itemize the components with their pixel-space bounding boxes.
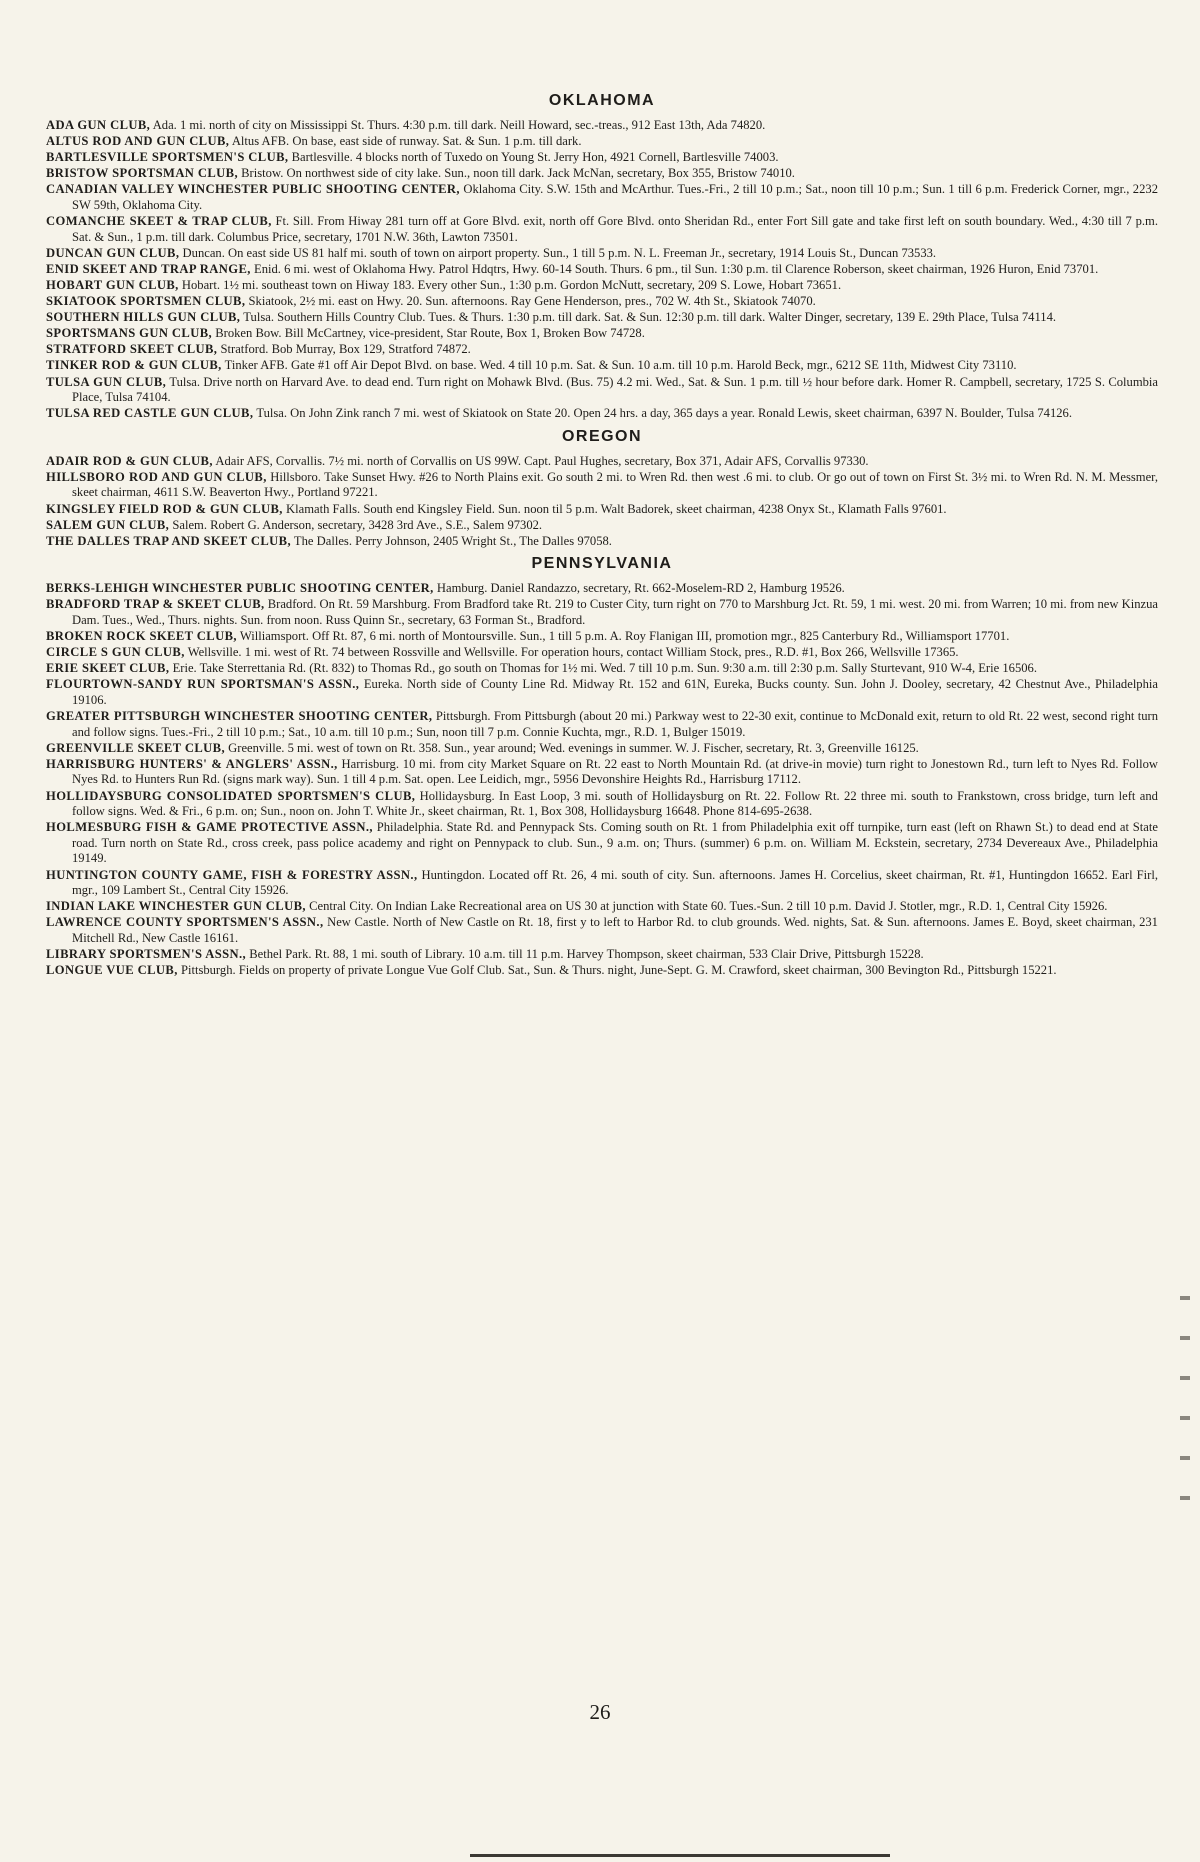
club-entry (46, 597, 1158, 628)
club-details: Bradford. On Rt. 59 Marshburg. From Bradford take Rt. 219 to Custer City, turn right on 770 to Marshburg Jct. Rt. 59, 1 mi. west. 20 mi. from Warren; 10 mi. from new Kinzua Dam. Tues., Wed., Thurs. nights. Sun. from noon. Russ Quinn Sr., secretary, 63 Forman St., Bradford. (72, 597, 1158, 628)
club-name: HOLMESBURG FISH & GAME PROTECTIVE ASSN., (46, 820, 373, 835)
club-entry (46, 134, 1158, 150)
edge-mark (1180, 1456, 1190, 1460)
club-entry (46, 709, 1158, 740)
club-details: Philadelphia. State Rd. and Pennypack Sts. Coming south on Rt. 1 from Philadelphia exit off turnpike, turn east (left on Rhawn St.) to dead end at State road. Turn north on State Rd., cross creek, pass police academy and right on Pennypack to club. Sun., 9 a.m. on; Thurs. (summer) 6 p.m. on. William M. Eckstein, secretary, 2734 Devereaux Ave., Philadelphia 19149. (72, 820, 1158, 866)
club-name: CANADIAN VALLEY WINCHESTER PUBLIC SHOOTING CENTER, (46, 182, 460, 197)
club-details: Bethel Park. Rt. 88, 1 mi. south of Library. 10 a.m. till 11 p.m. Harvey Thompson, skeet chairman, 533 Clair Drive, Pittsburgh 15228. (249, 947, 924, 961)
club-name: HARRISBURG HUNTERS' & ANGLERS' ASSN., (46, 756, 338, 771)
club-entry (46, 326, 1158, 342)
club-name: BARTLESVILLE SPORTSMEN'S CLUB, (46, 150, 289, 165)
edge-mark (1180, 1296, 1190, 1300)
club-details: Eureka. North side of County Line Rd. Midway Rt. 152 and 61N, Eureka, Bucks county. Sun. John J. Dooley, secretary, 42 Chestnut Ave., Philadelphia 19106. (72, 677, 1158, 707)
club-name: ADAIR ROD & GUN CLUB, (46, 453, 213, 468)
club-name: HUNTINGTON COUNTY GAME, FISH & FORESTRY ASSN., (46, 867, 418, 882)
club-entry (46, 406, 1158, 422)
club-details: New Castle. North of New Castle on Rt. 18, first y to left to Harbor Rd. to club grounds. Wed. nights, Sat. & Sun. afternoons. James E. Boyd, skeet chairman, 231 Mitchell Rd., New Castle 16161. (72, 915, 1158, 945)
club-name: LAWRENCE COUNTY SPORTSMEN'S ASSN., (46, 915, 324, 930)
club-entry (46, 915, 1158, 946)
club-name: BRISTOW SPORTSMAN CLUB, (46, 166, 238, 181)
club-details: Harrisburg. 10 mi. from city Market Square on Rt. 22 east to North Mountain Rd. (at drive-in movie) turn right to Jonestown Rd., turn left to Nyes Rd. Follow Nyes Rd. to Hunters Run Rd. (signs mark way). Sun. 1 till 4 p.m. Sat. open. Lee Leidich, mgr., 5956 Devonshire Heights Rd., Harrisburg 17112. (72, 756, 1158, 787)
state-heading-oregon: OREGON (561, 427, 643, 445)
club-details: Tulsa. Drive north on Harvard Ave. to dead end. Turn right on Mohawk Blvd. (Bus. 75) 4.2 mi. Wed., Sat. & Sun. 1 p.m. till ½ hour before dark. Homer R. Campbell, secretary, 1725 S. Columbia Place, Tulsa 74104. (72, 374, 1159, 405)
club-name: INDIAN LAKE WINCHESTER GUN CLUB, (46, 899, 306, 914)
club-name: SOUTHERN HILLS GUN CLUB, (46, 310, 241, 325)
club-name: BRADFORD TRAP & SKEET CLUB, (46, 597, 265, 612)
club-name: SALEM GUN CLUB, (46, 517, 170, 532)
club-details: Bristow. On northwest side of city lake. Sun., noon till dark. Jack McNan, secretary, Box 355, Bristow 74010. (241, 166, 795, 181)
club-details: Altus AFB. On base, east side of runway. Sat. & Sun. 1 p.m. till dark. (231, 134, 582, 149)
club-entry (46, 118, 1158, 134)
club-details: Erie. Take Sterrettania Rd. (Rt. 832) to Thomas Rd., go south on Thomas for 1½ mi. Wed. 7 till 10 p.m. Sun. 9:30 a.m. till 2:30 p.m. Sally Sturtevant, 910 W-4, Erie 16506. (172, 661, 1037, 676)
club-details: The Dalles. Perry Johnson, 2405 Wright St., The Dalles 97058. (293, 533, 612, 548)
club-details: Oklahoma City. S.W. 15th and McArthur. Tues.-Fri., 2 till 10 p.m.; Sat., noon till 10 p.m.; Sun. 1 till 6 p.m. Frederick Corner, mgr., 2232 SW 59th, Oklahoma City. (72, 182, 1158, 212)
club-name: TULSA RED CASTLE GUN CLUB, (46, 406, 254, 421)
club-details: Adair AFS, Corvallis. 7½ mi. north of Corvallis on US 99W. Capt. Paul Hughes, secretary, Box 371, Adair AFS, Corvallis 97330. (215, 453, 869, 468)
club-entry (46, 502, 1158, 518)
club-name: BERKS-LEHIGH WINCHESTER PUBLIC SHOOTING CENTER, (46, 581, 434, 596)
club-entry (46, 310, 1158, 326)
club-entry (46, 182, 1158, 213)
club-details: Ada. 1 mi. north of city on Mississippi St. Thurs. 4:30 p.m. till dark. Neill Howard, sec.-treas., 912 East 13th, Ada 74820. (152, 118, 766, 132)
pennsylvania-entries (46, 581, 1158, 978)
club-name: STRATFORD SKEET CLUB, (46, 342, 218, 357)
club-details: Bartlesville. 4 blocks north of Tuxedo on Young St. Jerry Hon, 4921 Cornell, Bartlesville 74003. (291, 150, 779, 165)
edge-mark (1180, 1336, 1190, 1340)
club-entry (46, 150, 1158, 166)
club-entry (46, 947, 1158, 963)
bottom-rule (470, 1854, 890, 1857)
club-entry (46, 262, 1158, 278)
club-details: Hillsboro. Take Sunset Hwy. #26 to North Plains exit. Go south 2 mi. to Wren Rd. then west .6 mi. to club. Or go out of town on First St. 3½ mi. to Wren Rd. N. M. Messmer, skeet chairman, 4611 S.W. Beaverton Hwy., Portland 97221. (72, 469, 1158, 500)
club-name: DUNCAN GUN CLUB, (46, 245, 180, 260)
club-entry (46, 470, 1158, 501)
club-entry (46, 581, 1158, 597)
adjacent-page-edge (1180, 1260, 1194, 1680)
club-name: ADA GUN CLUB, (46, 118, 151, 132)
oklahoma-entries (46, 118, 1158, 422)
state-heading-oklahoma: OKLAHOMA (548, 92, 656, 109)
club-details: Williamsport. Off Rt. 87, 6 mi. north of Montoursville. Sun., 1 till 5 p.m. A. Roy Flanigan III, promotion mgr., 825 Canterbury Rd., Williamsport 17701. (239, 629, 1010, 644)
club-entry (46, 789, 1158, 820)
club-details: Stratford. Bob Murray, Box 129, Stratford 74872. (220, 342, 471, 357)
club-entry (46, 358, 1158, 374)
club-name: FLOURTOWN-SANDY RUN SPORTSMAN'S ASSN., (46, 677, 360, 692)
club-entry (46, 963, 1158, 979)
club-name: LIBRARY SPORTSMEN'S ASSN., (46, 947, 247, 961)
club-details: Hollidaysburg. In East Loop, 3 mi. south of Hollidaysburg on Rt. 22. Follow Rt. 22 three mi. south to Frankstown, cross bridge, turn left and follow signs. Wed. & Fri., 6 p.m. on; Sun., noon on. John T. White Jr., skeet chairman, Rt. 1, Box 308, Hollidaysburg 16648. Phone 814-695-2638. (72, 788, 1158, 819)
club-name: THE DALLES TRAP AND SKEET CLUB, (46, 533, 291, 548)
club-name: ERIE SKEET CLUB, (46, 661, 170, 676)
club-entry (46, 868, 1158, 899)
club-name: LONGUE VUE CLUB, (46, 963, 178, 978)
oregon-entries (46, 454, 1158, 550)
club-name: SKIATOOK SPORTSMEN CLUB, (46, 294, 246, 309)
club-entry (46, 294, 1158, 310)
club-entry (46, 246, 1158, 262)
club-details: Klamath Falls. South end Kingsley Field. Sun. noon til 5 p.m. Walt Badorek, skeet chairman, 4238 Onyx St., Klamath Falls 97601. (286, 501, 947, 516)
club-details: Hobart. 1½ mi. southeast town on Hiway 183. Every other Sun., 1:30 p.m. Gordon McNutt, secretary, 209 S. Lowe, Hobart 73651. (181, 277, 842, 292)
club-entry (46, 278, 1158, 294)
club-details: Huntingdon. Located off Rt. 26, 4 mi. south of city. Sun. afternoons. James H. Corcelius, skeet chairman, Rt. #1, Huntingdon 16652. Earl Firl, mgr., 109 Lambert St., Central City 15926. (72, 867, 1158, 898)
club-name: KINGSLEY FIELD ROD & GUN CLUB, (46, 501, 283, 516)
club-name: GREATER PITTSBURGH WINCHESTER SHOOTING CENTER, (46, 709, 433, 724)
club-entry (46, 820, 1158, 867)
club-details: Ft. Sill. From Hiway 281 turn off at Gore Blvd. exit, north off Gore Blvd. onto Sheridan Rd., enter Fort Sill gate and take first left on south boundary. Wed., 4:30 till 7 p.m. Sat. & Sun., 1 p.m. till dark. Columbus Price, secretary, 1701 N.W. 36th, Lawton 73501. (72, 214, 1158, 244)
club-entry (46, 757, 1158, 788)
club-name: CIRCLE S GUN CLUB, (46, 645, 185, 660)
state-heading-pennsylvania: PENNSYLVANIA (531, 555, 673, 573)
club-entry (46, 741, 1158, 757)
club-details: Wellsville. 1 mi. west of Rt. 74 between Rossville and Wellsville. For operation hours, contact William Stock, pres., R.D. #1, Box 266, Wellsville 17365. (187, 645, 959, 660)
club-details: Tulsa. Southern Hills Country Club. Tues. & Thurs. 1:30 p.m. till dark. Sat. & Sun. 12:30 p.m. till dark. Walter Dinger, secretary, 139 E. 29th Place, Tulsa 74114. (243, 310, 1057, 325)
club-name: TINKER ROD & GUN CLUB, (46, 358, 222, 373)
club-entry (46, 454, 1158, 470)
club-entry (46, 629, 1158, 645)
club-details: Tinker AFB. Gate #1 off Air Depot Blvd. on base. Wed. 4 till 10 p.m. Sat. & Sun. 10 a.m. till 10 p.m. Harold Beck, mgr., 6212 SE 11th, Midwest City 73110. (224, 358, 1017, 373)
club-details: Enid. 6 mi. west of Oklahoma Hwy. Patrol Hdqtrs, Hwy. 60-14 South. Thurs. 6 pm., til Sun. 1:30 p.m. til Clarence Roberson, skeet chairman, 1926 Huron, Enid 73701. (254, 261, 1099, 276)
club-name: SPORTSMANS GUN CLUB, (46, 326, 213, 341)
club-name: HOLLIDAYSBURG CONSOLIDATED SPORTSMEN'S CLUB, (46, 788, 416, 803)
club-entry (46, 661, 1158, 677)
directory-column (46, 92, 1158, 979)
club-entry (46, 645, 1158, 661)
page-number: 26 (589, 1700, 611, 1724)
edge-mark (1180, 1376, 1190, 1380)
club-entry (46, 375, 1158, 406)
club-details: Pittsburgh. Fields on property of private Longue Vue Golf Club. Sat., Sun. & Thurs. night, June-Sept. G. M. Crawford, skeet chairman, 300 Bevington Rd., Pittsburgh 15221. (180, 963, 1057, 978)
club-entry (46, 899, 1158, 915)
club-name: GREENVILLE SKEET CLUB, (46, 740, 225, 755)
club-entry (46, 342, 1158, 358)
club-entry (46, 166, 1158, 182)
club-details: Greenville. 5 mi. west of town on Rt. 358. Sun., year around; Wed. evenings in summer. W. J. Fischer, secretary, Rt. 3, Greenville 16125. (228, 740, 919, 755)
club-details: Hamburg. Daniel Randazzo, secretary, Rt. 662-Moselem-RD 2, Hamburg 19526. (436, 581, 845, 596)
club-name: HOBART GUN CLUB, (46, 277, 179, 292)
club-details: Central City. On Indian Lake Recreational area on US 30 at junction with State 60. Tues.-Sun. 2 till 10 p.m. David J. Stotler, mgr., R.D. 1, Central City 15926. (309, 899, 1108, 914)
edge-mark (1180, 1496, 1190, 1500)
club-entry (46, 677, 1158, 708)
club-name: ALTUS ROD AND GUN CLUB, (46, 134, 230, 149)
club-details: Pittsburgh. From Pittsburgh (about 20 mi.) Parkway west to 22-30 exit, continue to McDonald exit, return to old Rt. 22 west, second right turn and follow signs. Tues.-Fri., 2 till 10 p.m.; Sat., 10 a.m. till 10 p.m.; Sun, noon till 7 p.m. Connie Kuchta, mgr., R.D. 1, Bulger 15019. (72, 709, 1158, 739)
club-details: Broken Bow. Bill McCartney, vice-president, Star Route, Box 1, Broken Bow 74728. (215, 326, 645, 341)
club-details: Skiatook, 2½ mi. east on Hwy. 20. Sun. afternoons. Ray Gene Henderson, pres., 702 W. 4th St., Skiatook 74070. (248, 294, 816, 309)
club-details: Tulsa. On John Zink ranch 7 mi. west of Skiatook on State 20. Open 24 hrs. a day, 365 days a year. Ronald Lewis, skeet chairman, 6397 N. Boulder, Tulsa 74126. (256, 406, 1072, 421)
club-name: BROKEN ROCK SKEET CLUB, (46, 629, 237, 644)
club-name: COMANCHE SKEET & TRAP CLUB, (46, 214, 272, 229)
club-name: TULSA GUN CLUB, (46, 374, 167, 389)
club-entry (46, 214, 1158, 245)
club-name: ENID SKEET AND TRAP RANGE, (46, 261, 251, 276)
club-details: Duncan. On east side US 81 half mi. south of town on airport property. Sun., 1 till 5 p.m. N. L. Freeman Jr., secretary, 1914 Louis St., Duncan 73533. (182, 245, 937, 260)
club-entry (46, 518, 1158, 534)
club-name: HILLSBORO ROD AND GUN CLUB, (46, 469, 267, 484)
club-entry (46, 534, 1158, 550)
club-details: Salem. Robert G. Anderson, secretary, 3428 3rd Ave., S.E., Salem 97302. (172, 517, 543, 532)
edge-mark (1180, 1416, 1190, 1420)
